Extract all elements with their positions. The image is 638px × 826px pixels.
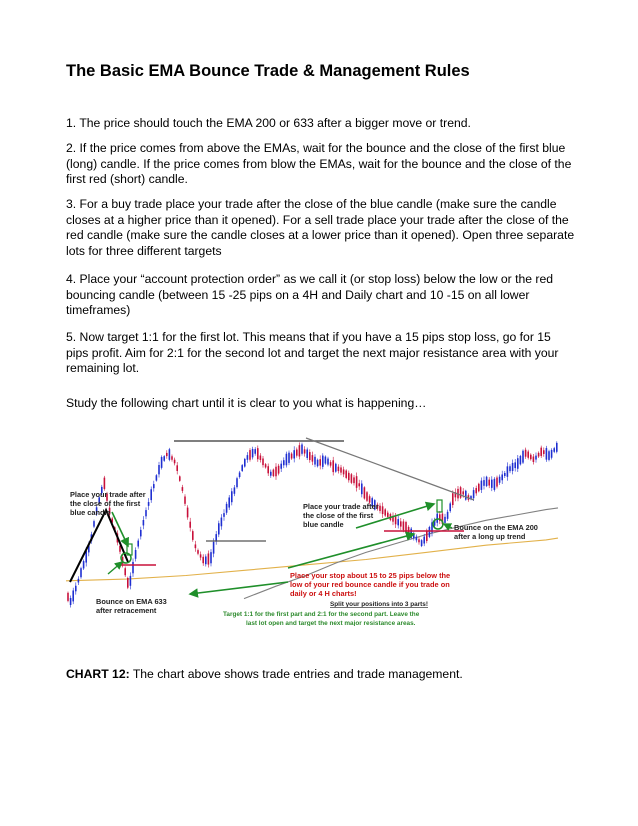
- bull-candle: [169, 449, 171, 460]
- chart-caption: [66, 667, 463, 681]
- bull-candle: [270, 472, 272, 476]
- bear-candle: [309, 452, 311, 460]
- annotation-split: Split your positions into 3 parts!: [330, 601, 428, 608]
- bull-candle: [226, 504, 228, 513]
- bull-candle: [551, 450, 553, 458]
- bull-candle: [416, 537, 418, 541]
- bear-candle: [452, 493, 454, 505]
- arrow-bounce-633: [108, 562, 122, 574]
- bear-candle: [179, 476, 181, 480]
- bear-candle: [418, 539, 420, 542]
- bull-candle: [221, 518, 223, 527]
- annotation-left-trade-1: Place your trade after: [70, 490, 146, 499]
- bull-candle: [421, 540, 423, 546]
- caption-label: CHART 12:: [66, 667, 130, 681]
- bear-candle: [356, 476, 358, 488]
- bull-candle: [283, 460, 285, 465]
- arrow-bounce-200: [444, 524, 452, 528]
- bull-candle: [473, 490, 475, 498]
- bear-candle: [351, 474, 353, 483]
- bull-candle: [80, 568, 82, 577]
- bear-candle: [200, 554, 202, 557]
- bear-candle: [189, 522, 191, 528]
- bear-candle: [475, 488, 477, 493]
- bull-candle: [218, 523, 220, 534]
- bull-candle: [78, 579, 80, 583]
- bull-candle: [444, 517, 446, 523]
- annotation-target-2: last lot open and target the next major resistance areas.: [246, 620, 416, 626]
- bear-candle: [195, 544, 197, 548]
- bull-candle: [288, 453, 290, 463]
- bear-candle: [426, 531, 428, 541]
- bull-candle: [325, 457, 327, 464]
- bear-candle: [384, 509, 386, 515]
- bull-candle: [148, 502, 150, 506]
- bull-candle: [486, 477, 488, 486]
- annotation-mid-trade-1: Place your trade after: [303, 502, 379, 511]
- bull-candle: [535, 456, 537, 460]
- bear-candle: [338, 467, 340, 471]
- entry-box-right: [437, 500, 442, 512]
- bear-candle: [382, 506, 384, 514]
- bull-candle: [447, 512, 449, 519]
- bear-candle: [273, 470, 275, 477]
- bull-candle: [70, 598, 72, 605]
- bear-candle: [530, 455, 532, 459]
- bear-candle: [533, 457, 535, 462]
- bear-candle: [192, 531, 194, 540]
- bear-candle: [166, 453, 168, 456]
- bull-candle: [239, 472, 241, 477]
- bear-candle: [299, 445, 301, 456]
- bear-candle: [379, 506, 381, 511]
- rule-5: 5. Now target 1:1 for the first lot. This means that if you have a 15 pips stop loss, go for 15 pips profit. Aim for 2:1 for the second lot and target the next major resistance area with your remaining lot.: [66, 330, 559, 375]
- annotation-bounce-200-2: after a long up trend: [454, 532, 526, 541]
- bear-candle: [366, 492, 368, 501]
- bull-candle: [223, 513, 225, 517]
- bear-candle: [312, 455, 314, 462]
- bull-candle: [143, 520, 145, 525]
- bull-candle: [231, 491, 233, 502]
- bull-candle: [553, 448, 555, 452]
- annotation-left-trade-2: the close of the first: [70, 499, 141, 508]
- annotation-mid-trade-2: the close of the first: [303, 511, 374, 520]
- bear-candle: [538, 453, 540, 457]
- bear-candle: [260, 456, 262, 460]
- bear-candle: [182, 487, 184, 491]
- page-title: The Basic EMA Bounce Trade & Management Rules: [66, 62, 470, 80]
- bull-candle: [150, 489, 152, 500]
- rule-3: 3. For a buy trade place your trade after the close of the blue candle (make sure the candle closes at a higher price than it opened). For a sell trade place your trade after the close of the red candle (make sure the candle closes at a lower price than it opened). Open three separate lots for three different targets: [66, 197, 575, 258]
- bear-candle: [104, 478, 106, 489]
- rule-4: 4. Place your “account protection order” as we call it (or stop loss) below the low or the red bouncing candle (between 15 -25 pips on a 4H and Daily chart and 10 -15 on all lower timeframes): [66, 272, 554, 317]
- bull-candle: [317, 460, 319, 466]
- bull-candle: [483, 480, 485, 486]
- bear-candle: [67, 593, 69, 601]
- annotation-left-trade-3: blue candle: [70, 508, 111, 517]
- bull-candle: [75, 586, 77, 592]
- bull-candle: [509, 466, 511, 471]
- bear-candle: [174, 460, 176, 464]
- bull-candle: [135, 550, 137, 559]
- bear-candle: [340, 467, 342, 472]
- annotation-bounce-633-1: Bounce on EMA 633: [96, 597, 167, 606]
- arrow-stop-left: [190, 582, 288, 594]
- bear-candle: [257, 448, 259, 459]
- bull-candle: [244, 459, 246, 467]
- bull-candle: [72, 590, 74, 601]
- bull-candle: [436, 514, 438, 523]
- bear-candle: [319, 459, 321, 465]
- bull-candle: [293, 450, 295, 458]
- bull-candle: [520, 456, 522, 464]
- bear-candle: [171, 456, 173, 459]
- bull-candle: [429, 527, 431, 537]
- bear-candle: [540, 448, 542, 456]
- bear-candle: [249, 450, 251, 460]
- bear-candle: [304, 449, 306, 453]
- annotation-target-1: Target 1:1 for the first part and 2:1 for the second part. Leave the: [223, 611, 420, 618]
- bear-candle: [348, 473, 350, 480]
- bear-candle: [358, 483, 360, 486]
- bull-candle: [512, 463, 514, 471]
- bull-candle: [234, 487, 236, 493]
- bull-candle: [163, 456, 165, 461]
- bear-candle: [176, 465, 178, 471]
- bear-candle: [291, 454, 293, 459]
- annotation-stop-1: Place your stop about 15 to 25 pips below the: [290, 571, 451, 580]
- bear-candle: [387, 513, 389, 517]
- bull-candle: [522, 451, 524, 463]
- bull-candle: [546, 448, 548, 460]
- rule-2: 2. If the price comes from above the EMAs, wait for the bounce and the close of the first blue (long) candle. If the price comes from blow the EMAs, wait for the bounce and the close of the first red (short) candle.: [66, 141, 572, 186]
- bull-candle: [504, 473, 506, 476]
- bull-candle: [548, 451, 550, 460]
- bull-candle: [130, 576, 132, 586]
- bull-candle: [252, 449, 254, 457]
- bull-candle: [423, 537, 425, 544]
- bull-candle: [205, 556, 207, 564]
- bull-candle: [499, 477, 501, 483]
- bear-candle: [395, 517, 397, 525]
- bear-candle: [527, 452, 529, 458]
- bear-candle: [525, 450, 527, 457]
- bull-candle: [465, 491, 467, 500]
- bear-candle: [543, 450, 545, 454]
- bear-candle: [488, 480, 490, 486]
- bull-candle: [327, 459, 329, 465]
- bear-candle: [124, 568, 126, 575]
- bull-candle: [517, 458, 519, 469]
- bull-candle: [83, 561, 85, 568]
- bear-candle: [296, 450, 298, 456]
- bear-candle: [343, 469, 345, 474]
- bull-candle: [322, 456, 324, 467]
- bull-candle: [254, 449, 256, 454]
- bull-candle: [140, 530, 142, 537]
- bull-candle: [153, 484, 155, 488]
- annotation-bounce-200-1: Bounce on the EMA 200: [454, 523, 538, 532]
- bear-candle: [197, 550, 199, 554]
- bear-candle: [187, 508, 189, 518]
- bull-candle: [491, 480, 493, 488]
- annotation-bounce-633-2: after retracement: [96, 606, 157, 615]
- study-line: Study the following chart until it is clear to you what is happening…: [66, 396, 427, 410]
- caption-text: The chart above shows trade entries and trade management.: [129, 667, 463, 681]
- annotation-mid-trade-3: blue candle: [303, 520, 344, 529]
- bull-candle: [556, 443, 558, 452]
- bull-candle: [280, 464, 282, 469]
- bull-candle: [514, 462, 516, 468]
- bull-candle: [156, 475, 158, 480]
- bull-candle: [494, 479, 496, 490]
- bear-candle: [400, 521, 402, 526]
- bear-candle: [403, 521, 405, 530]
- bull-candle: [145, 510, 147, 516]
- bull-candle: [161, 457, 163, 468]
- bear-candle: [496, 478, 498, 487]
- bull-candle: [137, 541, 139, 547]
- bear-candle: [364, 487, 366, 498]
- bear-candle: [345, 471, 347, 478]
- bear-candle: [330, 462, 332, 465]
- trendline: [306, 438, 474, 500]
- bull-candle: [236, 478, 238, 487]
- bear-candle: [184, 496, 186, 503]
- bear-candle: [353, 477, 355, 483]
- arrow-stop-right: [288, 534, 414, 568]
- bear-candle: [275, 467, 277, 477]
- bull-candle: [449, 503, 451, 511]
- bull-candle: [228, 497, 230, 507]
- bear-candle: [460, 487, 462, 498]
- bull-candle: [301, 444, 303, 453]
- bull-candle: [314, 457, 316, 465]
- bear-candle: [265, 464, 267, 467]
- bull-candle: [507, 466, 509, 476]
- bear-candle: [267, 466, 269, 473]
- rule-1: 1. The price should touch the EMA 200 or 633 after a bigger move or trend.: [66, 116, 471, 130]
- bull-candle: [132, 562, 134, 573]
- bear-candle: [462, 491, 464, 494]
- bear-candle: [127, 578, 129, 588]
- bull-candle: [286, 454, 288, 466]
- bull-candle: [501, 474, 503, 480]
- bear-candle: [478, 484, 480, 491]
- bull-candle: [241, 465, 243, 471]
- bull-candle: [158, 465, 160, 474]
- bull-candle: [210, 552, 212, 563]
- bull-candle: [481, 481, 483, 490]
- bull-candle: [306, 450, 308, 458]
- bull-candle: [247, 455, 249, 460]
- bull-candle: [361, 484, 363, 495]
- bear-candle: [262, 458, 264, 465]
- annotation-stop-2: low of your red bounce candle if you trade on: [290, 580, 450, 589]
- bull-candle: [410, 529, 412, 538]
- bear-candle: [208, 553, 210, 564]
- bear-candle: [202, 557, 204, 563]
- bull-candle: [397, 519, 399, 525]
- bear-candle: [278, 466, 280, 474]
- bear-candle: [332, 460, 334, 472]
- annotation-stop-3: daily or 4 H charts!: [290, 589, 357, 598]
- bull-candle: [335, 464, 337, 472]
- bull-candle: [93, 521, 95, 527]
- trading-chart: [66, 434, 562, 626]
- bull-candle: [213, 542, 215, 554]
